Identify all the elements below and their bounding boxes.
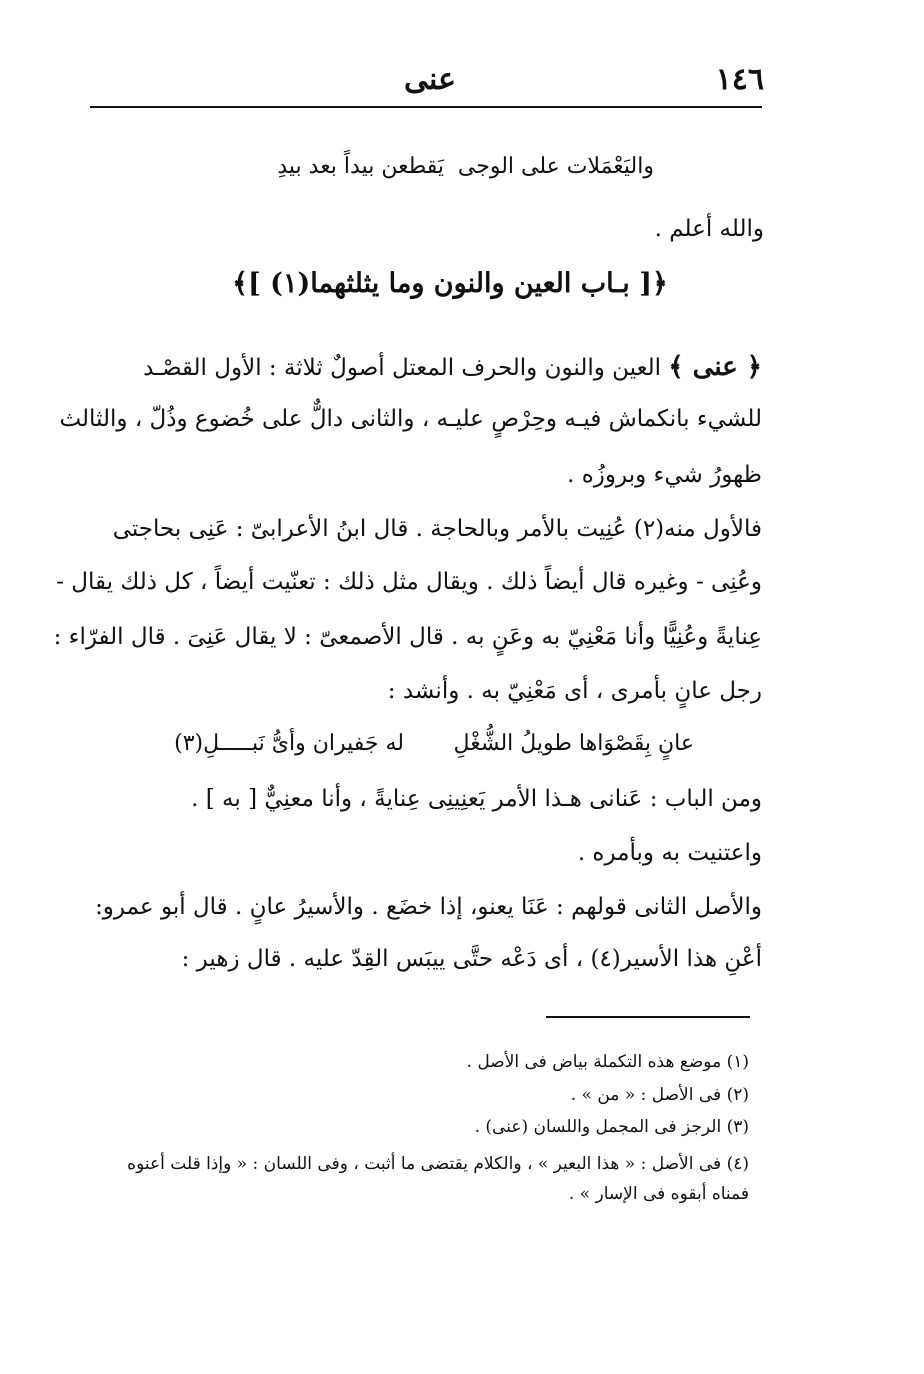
- running-head: عنى: [404, 62, 456, 97]
- footnote-4: (٤) فى الأصل : « هذا البعير » ، والكلام يقتضى ما أثبت ، وفى اللسان : « وإذا قلت أعنوه: [127, 1154, 749, 1174]
- footnote-1: (١) موضع هذه التكملة بياض فى الأصل .: [466, 1052, 749, 1072]
- page-number: ١٤٦: [715, 62, 764, 97]
- footnote-3: (٣) الرجز فى المجمل واللسان (عنى) .: [474, 1117, 749, 1137]
- paragraph-3-line-2: أعْنِ هذا الأسير(٤) ، أى دَعْه حتَّى ييبَس القِدّ عليه . قال زهير :: [181, 946, 762, 972]
- entry-line-1: [143, 352, 762, 383]
- paragraph-2-line-2: واعتنيت به وبأمره .: [577, 840, 762, 866]
- paragraph-1-line-1: فالأول منه(٢) عُنِيت بالأمر وبالحاجة . قال ابنُ الأعرابىّ : عَنِى بحاجتى: [112, 516, 762, 542]
- entry-line-3: ظهورُ شيء وبروزُه .: [567, 462, 762, 488]
- closing-line: والله أعلم .: [654, 216, 764, 242]
- footnote-2: (٢) فى الأصل : « من » .: [570, 1085, 749, 1105]
- entry-line-2: للشيء بانكماش فيـه وحِرْصٍ عليـه ، والثانى دالٌّ على خُضوع وذُلّ ، والثالث: [59, 406, 762, 432]
- chapter-title: ﴿[ بـاب العين والنون وما يثلثهما(١) ]﴾: [232, 268, 668, 299]
- entry-headword: ﴿ عنى ﴾: [668, 352, 762, 382]
- paragraph-2-line-1: ومن الباب : عَنانى هـذا الأمر يَعنِينِى عِنايةً ، وأنا معنِيٌّ [ به ] .: [191, 786, 762, 812]
- paragraph-1-line-3: عِنايةً وعُنِيًّا وأنا مَعْنِيّ به وعَنٍ به . قال الأصمعىّ : لا يقال عَنِىَ . قال الفرّاء :: [53, 624, 762, 650]
- footnote-rule: [546, 1016, 750, 1018]
- verse-top-hemistich-2: يَقطعن بيداً بعد بيدِ: [277, 154, 444, 179]
- paragraph-3-line-1: والأصل الثانى قولهم : عَنَا يعنو، إذا خضَع . والأسيرُ عانٍ . قال أبو عمرو:: [95, 894, 762, 920]
- paragraph-1-line-2: وعُنِى - وغيره قال أيضاً ذلك . ويقال مثل ذلك : تعنّيت أيضاً ، كل ذلك يقال -: [56, 569, 762, 595]
- entry-line-1-text: العين والنون والحرف المعتل أصولٌ ثلاثة : الأول القصْـد: [143, 355, 662, 381]
- paragraph-1-line-4: رجل عانٍ بأمرى ، أى مَعْنِيّ به . وأنشد :: [387, 678, 762, 704]
- verse-top-hemistich-1: واليَعْمَلات على الوجى: [457, 154, 654, 179]
- verse-2-hemistich-2: له جَفيران وأىُّ نَبـــــلِ(٣): [174, 731, 404, 756]
- verse-2-hemistich-1: عانٍ بِقَصْوَاها طويلُ الشُّغْلِ: [453, 731, 694, 756]
- footnote-4-continuation: فمناه أبقوه فى الإسار » .: [568, 1184, 749, 1204]
- header-rule: [90, 106, 762, 108]
